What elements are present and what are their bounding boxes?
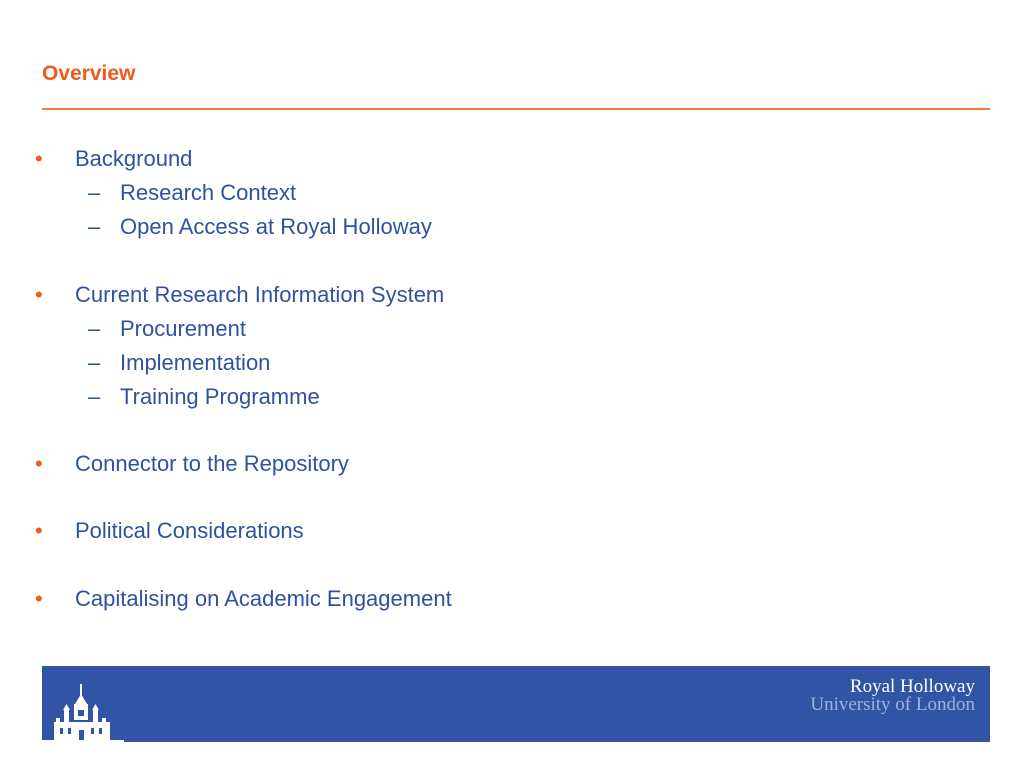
bullet-item: Connector to the Repository xyxy=(75,451,349,476)
bullet-item: Current Research Information System xyxy=(75,282,445,307)
bullet-item: Background xyxy=(75,146,193,171)
bullet-marker: • xyxy=(35,586,43,611)
bullet-marker: • xyxy=(35,146,43,171)
sub-bullet-item: Procurement xyxy=(120,316,246,341)
sub-bullet-marker: – xyxy=(88,384,101,409)
building-crest-icon xyxy=(42,682,124,742)
bullet-marker: • xyxy=(35,282,43,307)
sub-bullet-marker: – xyxy=(88,350,101,375)
logo-university-of-london: University of London xyxy=(810,694,975,715)
sub-bullet-item: Implementation xyxy=(120,350,271,375)
crest-baseline xyxy=(42,740,124,742)
sub-bullet-marker: – xyxy=(88,316,101,341)
sub-bullet-item: Research Context xyxy=(120,180,297,205)
sub-bullet-marker: – xyxy=(88,214,101,239)
logo-royal-holloway: Royal Holloway xyxy=(849,676,975,697)
sub-bullet-item: Open Access at Royal Holloway xyxy=(120,214,432,239)
bullet-item: Political Considerations xyxy=(75,518,304,543)
footer-banner xyxy=(42,666,990,742)
slide-title: Overview xyxy=(42,62,136,85)
sub-bullet-item: Training Programme xyxy=(120,384,320,409)
bullet-marker: • xyxy=(35,451,43,476)
bullet-item: Capitalising on Academic Engagement xyxy=(75,586,452,611)
sub-bullet-marker: – xyxy=(88,180,101,205)
bullet-marker: • xyxy=(35,518,43,543)
